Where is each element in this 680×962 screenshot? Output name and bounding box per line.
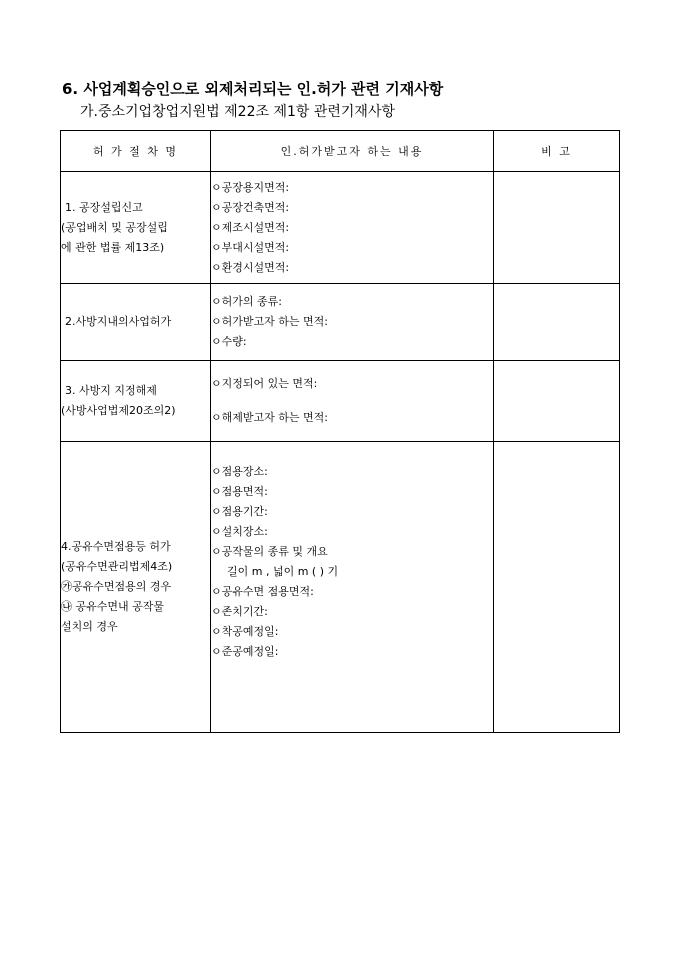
requested-content-cell [211,172,494,284]
content-item: ㅇ착공예정일: [211,625,279,638]
header-requested-content: 인.허가받고자 하는 내용 [211,131,494,172]
procedure-name-line: (공유수면관리법제4조) [61,560,173,573]
procedure-name-line: 3. 사방지 지정해제 [65,384,157,397]
content-item: ㅇ지정되어 있는 면적: [211,377,318,390]
content-item: ㅇ제조시설면적: [211,220,290,234]
table-row [61,284,620,361]
header-remarks: 비 고 [494,131,620,172]
remarks-cell [494,284,620,361]
content-item: ㅇ허가의 종류: [211,295,282,308]
permit-table [60,130,620,733]
procedure-name-line: 에 관한 법률 제13조) [61,240,165,254]
remarks-cell [494,442,620,733]
content-item: ㅇ공장건축면적: [211,200,290,214]
section-title: 6. 사업계획승인으로 외제처리되는 인.허가 관련 기재사항 [62,80,444,98]
content-item: ㅇ수량: [211,335,247,348]
procedure-name-line: 4.공유수면점용등 허가 [61,540,171,553]
header-procedure-name: 허 가 절 차 명 [61,131,211,172]
table-header-row [61,131,620,172]
procedure-name-line: ㉮공유수면점용의 경우 [61,580,172,593]
content-item: 길이 m , 넓이 m ( ) 기 [227,565,339,578]
procedure-name-cell [61,442,211,733]
content-item: ㅇ존치기간: [211,605,268,618]
content-item: ㅇ부대시설면적: [211,240,290,254]
table-row [61,442,620,733]
content-item: ㅇ점용면적: [211,485,268,498]
section-subtitle: 가.중소기업창업지원법 제22조 제1항 관련기재사항 [80,104,396,120]
content-item: ㅇ공작물의 종류 및 개요 [211,545,328,558]
procedure-name-line: 1. 공장설립신고 [65,200,143,214]
requested-content-cell [211,284,494,361]
content-item: ㅇ점용기간: [211,505,268,518]
procedure-name-cell [61,361,211,442]
table-row [61,361,620,442]
content-item: ㅇ환경시설면적: [211,260,290,274]
remarks-cell [494,361,620,442]
content-item: ㅇ공장용지면적: [211,180,290,194]
content-item: ㅇ해제받고자 하는 면적: [211,411,328,424]
remarks-cell [494,172,620,284]
procedure-name-cell [61,172,211,284]
content-item: ㅇ허가받고자 하는 면적: [211,315,328,328]
procedure-name-line: 2.사방지내의사업허가 [65,315,172,328]
content-item: ㅇ공유수면 점용면적: [211,585,314,598]
content-item: ㅇ설치장소: [211,525,268,538]
content-item: ㅇ점용장소: [211,465,268,478]
content-item: ㅇ준공예정일: [211,645,279,658]
requested-content-cell [211,361,494,442]
table-row [61,172,620,284]
procedure-name-cell [61,284,211,361]
procedure-name-line: 설치의 경우 [61,620,118,633]
requested-content-cell [211,442,494,733]
procedure-name-line: (공업배치 및 공장설립 [61,220,168,234]
procedure-name-line: ㉯ 공유수면내 공작물 [61,600,165,613]
procedure-name-line: (사방사업법제20조의2) [61,404,176,417]
